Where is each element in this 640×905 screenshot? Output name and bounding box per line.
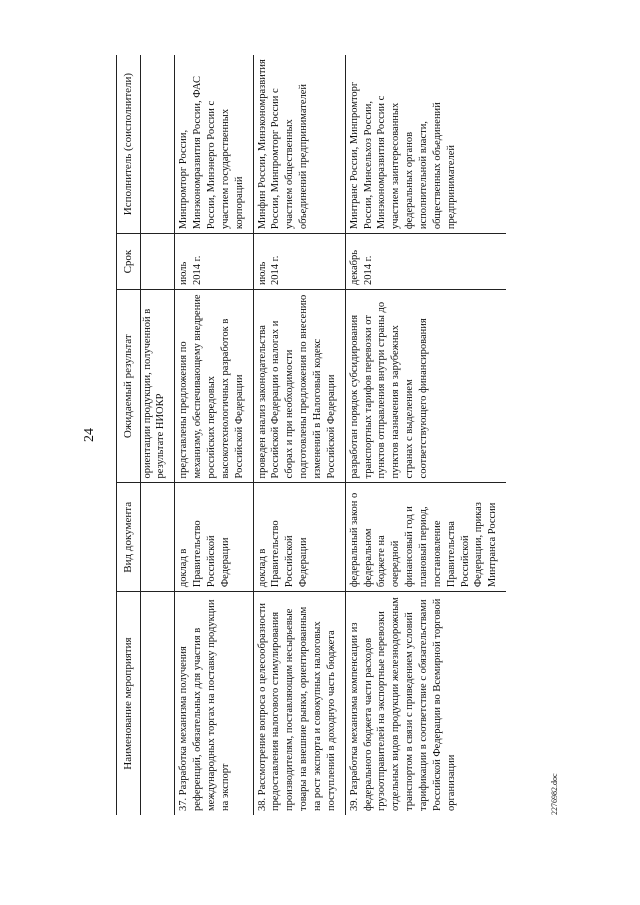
cell-name xyxy=(140,592,175,815)
cell-executor: Минфин России, Минэкономразвития России, Минпромторг России с участием общественных объединений предпринимателей xyxy=(253,55,345,234)
cell-doc-type: федеральный закон о федеральном бюджете на очередной финансовый год и плановый период, постановление Правительства Российской Федерации, приказ Минтранса России xyxy=(345,483,506,592)
page-number: 24 xyxy=(82,428,97,442)
table-row xyxy=(345,55,506,815)
cell-doc-type: доклад в Правительство Российской Федерации xyxy=(253,483,345,592)
table-row xyxy=(175,55,253,815)
cell-executor xyxy=(140,55,175,234)
cell-result: проведен анализ законодательства Российской Федерации о налогах и сборах и при необходимости подготовлены предложения по внесению изменений в Налоговый кодекс Российской Федерации xyxy=(253,289,345,483)
cell-executor: Минпромторг России, Минэкономразвития России, ФАС России, Минэнерго России с участием государственных корпораций xyxy=(175,55,253,234)
cell-name: 38. Рассмотрение вопроса о целесообразности предоставления налогового стимулирования производителям, поставляющим несырьевые товары на внешние рынки, ориентированным на рост экспорта и совокупных налоговых поступлений в доходную часть бюджета xyxy=(253,592,345,815)
cell-result: разработан порядок субсидирования транспортных тарифов перевозки от пунктов отправления внутри страны до пунктов назначения в зарубежных странах с выделением соответствующего финансирования xyxy=(345,289,506,483)
cell-deadline: декабрь 2014 г. xyxy=(345,234,506,290)
document-code: 2276982.doc xyxy=(550,773,559,815)
cell-deadline: июль 2014 г. xyxy=(253,234,345,290)
header-name: Наименование мероприятия xyxy=(117,592,141,815)
rotated-content xyxy=(82,55,562,815)
cell-name: 39. Разработка механизма компенсации из федерального бюджета части расходов грузоотправителей на экспортные перевозки отдельных видов продукции железнодорожным транспортом в связи с приведением условий тарификации в соответствие с обязательствами Российской Федерации во Всемирной торговой организации xyxy=(345,592,506,815)
header-result: Ожидаемый результат xyxy=(117,289,141,483)
header-deadline: Срок xyxy=(117,234,141,290)
cell-deadline xyxy=(140,234,175,290)
table-row xyxy=(253,55,345,815)
header-doc-type: Вид документа xyxy=(117,483,141,592)
cell-doc-type xyxy=(140,483,175,592)
cell-result: представлены предложения по механизму, обеспечивающему внедрение российских передовых высокотехнологичных разработок в Российской Федерации xyxy=(175,289,253,483)
cell-deadline: июль 2014 г. xyxy=(175,234,253,290)
cell-name: 37. Разработка механизма получения референций, обязательных для участия в международных торгах на поставку продукции на экспорт xyxy=(175,592,253,815)
table-row-continuation xyxy=(140,55,175,815)
header-executor: Исполнитель (соисполнители) xyxy=(117,55,141,234)
measures-table xyxy=(116,55,506,815)
table-header-row xyxy=(117,55,141,815)
cell-executor: Минтранс России, Минпромторг России, Минсельхоз России, Минэкономразвития России с участием заинтересованных федеральных органов исполнительной власти, общественных объединений предпринимателей xyxy=(345,55,506,234)
cell-doc-type: доклад в Правительство Российской Федерации xyxy=(175,483,253,592)
cell-result: ориентации продукции, полученной в результате НИОКР xyxy=(140,289,175,483)
